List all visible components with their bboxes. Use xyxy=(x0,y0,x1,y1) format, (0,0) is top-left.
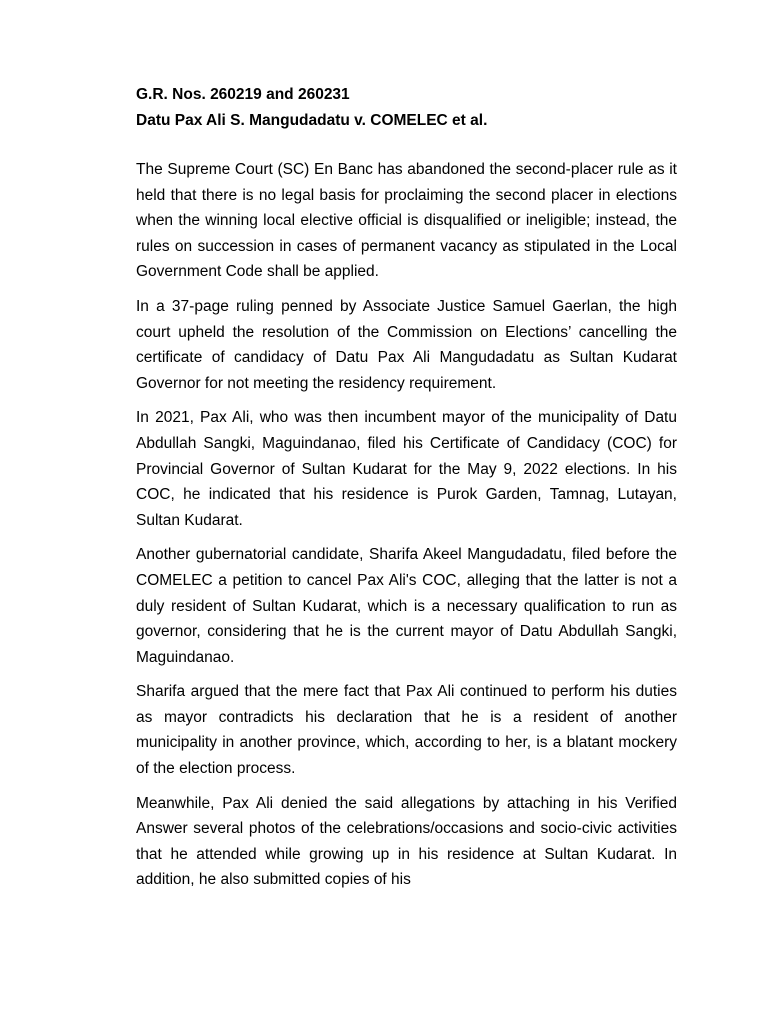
paragraph-2: In a 37-page ruling penned by Associate Justice Samuel Gaerlan, the high court upheld the resolution of the Commission on Elections’ cancelling the certificate of candidacy of Datu Pax Ali Mangudadatu as Sultan Kudarat Governor for not meeting the residency requirement. xyxy=(136,297,677,392)
case-title: Datu Pax Ali S. Mangudadatu v. COMELEC et al. xyxy=(136,111,488,129)
paragraph-1: The Supreme Court (SC) En Banc has abandoned the second-placer rule as it held that there is no legal basis for proclaiming the second placer in elections when the winning local elective official is disqualified or ineligible; instead, the rules on succession in cases of permanent vacancy as stipulated in the Local Government Code shall be applied. xyxy=(136,161,677,281)
paragraph-6: Meanwhile, Pax Ali denied the said allegations by attaching in his Verified Answer several photos of the celebrations/occasions and socio-civic activities that he attended while growing up in his residence at Sultan Kudarat. In addition, he also submitted copies of his xyxy=(136,794,677,889)
document-page xyxy=(136,82,677,902)
case-numbers: G.R. Nos. 260219 and 260231 xyxy=(136,86,350,103)
heading-spacer xyxy=(136,133,677,157)
paragraph-3: In 2021, Pax Ali, who was then incumbent mayor of the municipality of Datu Abdullah Sangki, Maguindanao, filed his Certificate of Candidacy (COC) for Provincial Governor of Sultan Kudarat for the May 9, 2022 elections. In his COC, he indicated that his residence is Purok Garden, Tamnag, Lutayan, Sultan Kudarat. xyxy=(136,409,677,529)
paragraph-4: Another gubernatorial candidate, Sharifa Akeel Mangudadatu, filed before the COMELEC a petition to cancel Pax Ali's COC, alleging that the latter is not a duly resident of Sultan Kudarat, which is a necessary qualification to run as governor, considering that he is the current mayor of Datu Abdullah Sangki, Maguindanao. xyxy=(136,546,677,666)
paragraph-5: Sharifa argued that the mere fact that Pax Ali continued to perform his duties as mayor contradicts his declaration that he is a resident of another municipality in another province, which, according to her, is a blatant mockery of the election process. xyxy=(136,683,677,778)
